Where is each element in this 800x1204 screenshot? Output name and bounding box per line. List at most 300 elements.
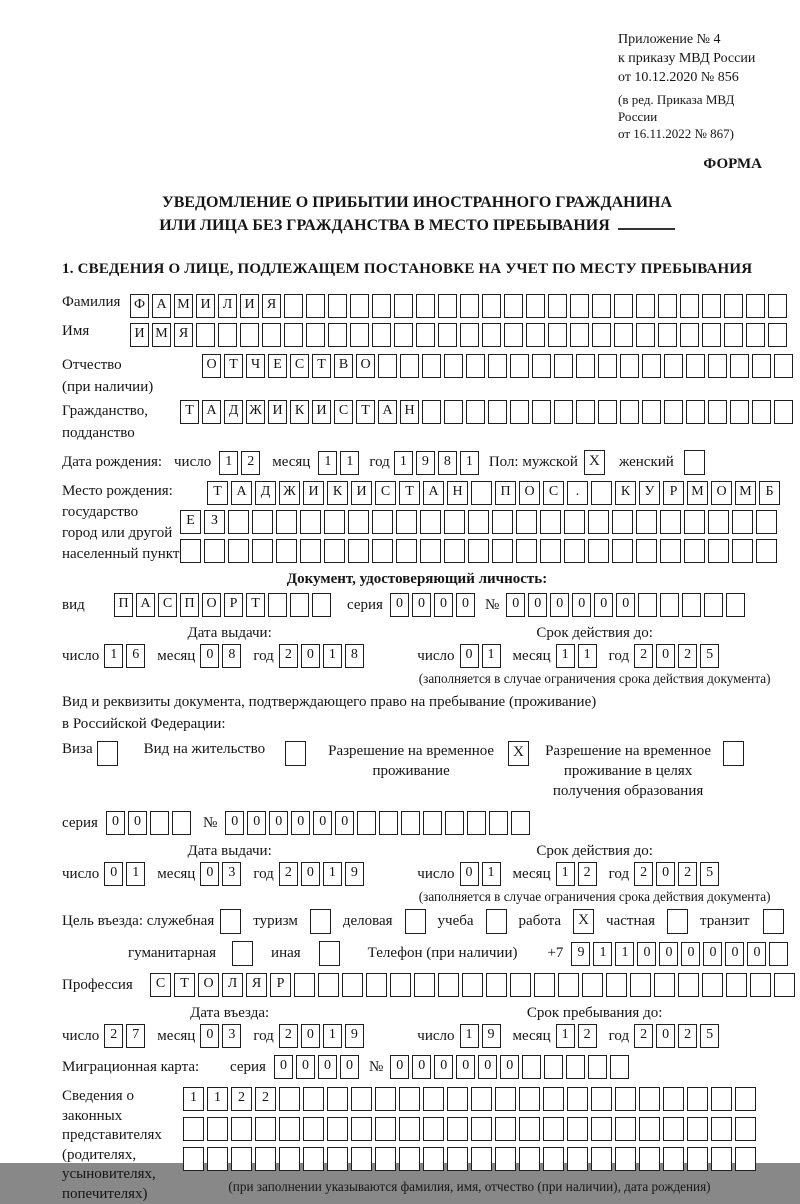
- char-cell[interactable]: [379, 811, 398, 835]
- residence-valid-month[interactable]: [556, 862, 597, 886]
- char-cell[interactable]: [735, 1147, 756, 1171]
- char-cell[interactable]: [350, 294, 369, 318]
- char-cell[interactable]: Ж: [246, 400, 265, 424]
- char-cell[interactable]: [447, 1117, 468, 1141]
- char-cell[interactable]: 1: [615, 942, 634, 966]
- char-cell[interactable]: [495, 1147, 516, 1171]
- residence-valid-year[interactable]: [634, 862, 719, 886]
- char-cell[interactable]: [372, 539, 393, 563]
- char-cell[interactable]: [639, 1087, 660, 1111]
- char-cell[interactable]: Т: [399, 481, 420, 505]
- char-cell[interactable]: 1: [104, 644, 123, 668]
- doc-valid-day[interactable]: [460, 644, 501, 668]
- entry-month[interactable]: [200, 1024, 241, 1048]
- char-cell[interactable]: 0: [725, 942, 744, 966]
- char-cell[interactable]: [768, 323, 787, 347]
- char-cell[interactable]: 8: [222, 644, 241, 668]
- char-cell[interactable]: 1: [318, 451, 337, 475]
- char-cell[interactable]: 0: [506, 593, 525, 617]
- char-cell[interactable]: [375, 1117, 396, 1141]
- char-cell[interactable]: [447, 1087, 468, 1111]
- char-cell[interactable]: П: [495, 481, 516, 505]
- char-cell[interactable]: 2: [678, 644, 697, 668]
- char-cell[interactable]: [401, 811, 420, 835]
- char-cell[interactable]: 0: [296, 1055, 315, 1079]
- char-cell[interactable]: 5: [700, 1024, 719, 1048]
- char-cell[interactable]: Т: [174, 973, 195, 997]
- char-cell[interactable]: [279, 1117, 300, 1141]
- char-cell[interactable]: [372, 294, 391, 318]
- guardians-row2-input[interactable]: [183, 1117, 756, 1141]
- char-cell[interactable]: [488, 400, 507, 424]
- char-cell[interactable]: [444, 400, 463, 424]
- char-cell[interactable]: [615, 1117, 636, 1141]
- char-cell[interactable]: 5: [700, 644, 719, 668]
- char-cell[interactable]: [612, 510, 633, 534]
- char-cell[interactable]: [366, 973, 387, 997]
- char-cell[interactable]: [416, 294, 435, 318]
- birthplace-row3-input[interactable]: [180, 539, 777, 563]
- char-cell[interactable]: И: [196, 294, 215, 318]
- char-cell[interactable]: [207, 1117, 228, 1141]
- char-cell[interactable]: О: [356, 354, 375, 378]
- char-cell[interactable]: [663, 1087, 684, 1111]
- char-cell[interactable]: 9: [416, 451, 435, 475]
- char-cell[interactable]: 0: [747, 942, 766, 966]
- char-cell[interactable]: [262, 323, 281, 347]
- guardians-row3-input[interactable]: [183, 1147, 756, 1171]
- purpose-transit-checkbox[interactable]: [763, 909, 784, 934]
- edu-permit-checkbox[interactable]: [723, 741, 744, 766]
- char-cell[interactable]: [663, 1147, 684, 1171]
- char-cell[interactable]: К: [327, 481, 348, 505]
- char-cell[interactable]: [444, 539, 465, 563]
- char-cell[interactable]: [543, 1117, 564, 1141]
- char-cell[interactable]: 0: [390, 593, 409, 617]
- char-cell[interactable]: М: [735, 481, 756, 505]
- char-cell[interactable]: 9: [345, 862, 364, 886]
- char-cell[interactable]: Д: [255, 481, 276, 505]
- char-cell[interactable]: [438, 294, 457, 318]
- char-cell[interactable]: [708, 400, 727, 424]
- char-cell[interactable]: [686, 354, 705, 378]
- char-cell[interactable]: [510, 973, 531, 997]
- char-cell[interactable]: [543, 1087, 564, 1111]
- char-cell[interactable]: Т: [356, 400, 375, 424]
- char-cell[interactable]: Т: [224, 354, 243, 378]
- char-cell[interactable]: [615, 1147, 636, 1171]
- char-cell[interactable]: [687, 1087, 708, 1111]
- char-cell[interactable]: [438, 323, 457, 347]
- char-cell[interactable]: [708, 539, 729, 563]
- mc-series-input[interactable]: [274, 1055, 359, 1079]
- char-cell[interactable]: [231, 1147, 252, 1171]
- char-cell[interactable]: [591, 481, 612, 505]
- char-cell[interactable]: 0: [528, 593, 547, 617]
- char-cell[interactable]: [519, 1087, 540, 1111]
- char-cell[interactable]: Н: [447, 481, 468, 505]
- char-cell[interactable]: Я: [174, 323, 193, 347]
- char-cell[interactable]: 1: [460, 451, 479, 475]
- char-cell[interactable]: 1: [207, 1087, 228, 1111]
- char-cell[interactable]: [462, 973, 483, 997]
- char-cell[interactable]: 1: [482, 862, 501, 886]
- char-cell[interactable]: [588, 510, 609, 534]
- char-cell[interactable]: [746, 294, 765, 318]
- char-cell[interactable]: И: [130, 323, 149, 347]
- char-cell[interactable]: 0: [478, 1055, 497, 1079]
- stay-year[interactable]: [634, 1024, 719, 1048]
- visa-checkbox[interactable]: [97, 741, 118, 766]
- char-cell[interactable]: [642, 354, 661, 378]
- char-cell[interactable]: 2: [678, 862, 697, 886]
- char-cell[interactable]: [423, 1117, 444, 1141]
- char-cell[interactable]: [467, 811, 486, 835]
- char-cell[interactable]: [255, 1117, 276, 1141]
- char-cell[interactable]: [414, 973, 435, 997]
- char-cell[interactable]: [375, 1087, 396, 1111]
- char-cell[interactable]: [350, 323, 369, 347]
- char-cell[interactable]: 0: [301, 1024, 320, 1048]
- char-cell[interactable]: [460, 323, 479, 347]
- doc-number-input[interactable]: [506, 593, 745, 617]
- char-cell[interactable]: [390, 973, 411, 997]
- char-cell[interactable]: [375, 1147, 396, 1171]
- char-cell[interactable]: [482, 294, 501, 318]
- char-cell[interactable]: [591, 1087, 612, 1111]
- char-cell[interactable]: [445, 811, 464, 835]
- char-cell[interactable]: [592, 323, 611, 347]
- char-cell[interactable]: [303, 1087, 324, 1111]
- char-cell[interactable]: [351, 1147, 372, 1171]
- doc-issue-year[interactable]: [279, 644, 364, 668]
- char-cell[interactable]: Е: [268, 354, 287, 378]
- char-cell[interactable]: [735, 1087, 756, 1111]
- char-cell[interactable]: [636, 539, 657, 563]
- char-cell[interactable]: 0: [500, 1055, 519, 1079]
- char-cell[interactable]: [639, 1147, 660, 1171]
- purpose-business-checkbox[interactable]: [405, 909, 426, 934]
- purpose-tourism-checkbox[interactable]: [310, 909, 331, 934]
- char-cell[interactable]: [769, 942, 788, 966]
- char-cell[interactable]: [284, 323, 303, 347]
- char-cell[interactable]: [468, 510, 489, 534]
- char-cell[interactable]: С: [150, 973, 171, 997]
- char-cell[interactable]: Е: [180, 510, 201, 534]
- doc-valid-year[interactable]: [634, 644, 719, 668]
- char-cell[interactable]: [252, 539, 273, 563]
- char-cell[interactable]: П: [114, 593, 133, 617]
- char-cell[interactable]: [576, 400, 595, 424]
- char-cell[interactable]: [606, 973, 627, 997]
- char-cell[interactable]: [752, 400, 771, 424]
- char-cell[interactable]: [488, 354, 507, 378]
- char-cell[interactable]: 2: [678, 1024, 697, 1048]
- char-cell[interactable]: Ф: [130, 294, 149, 318]
- name-input[interactable]: [130, 323, 787, 347]
- char-cell[interactable]: [218, 323, 237, 347]
- char-cell[interactable]: [420, 510, 441, 534]
- birthplace-row1-input[interactable]: [207, 481, 780, 505]
- char-cell[interactable]: С: [290, 354, 309, 378]
- char-cell[interactable]: [620, 354, 639, 378]
- char-cell[interactable]: [724, 323, 743, 347]
- char-cell[interactable]: [620, 400, 639, 424]
- char-cell[interactable]: 2: [279, 1024, 298, 1048]
- char-cell[interactable]: 2: [279, 644, 298, 668]
- char-cell[interactable]: [399, 1117, 420, 1141]
- char-cell[interactable]: К: [615, 481, 636, 505]
- char-cell[interactable]: [511, 811, 530, 835]
- char-cell[interactable]: [471, 1117, 492, 1141]
- char-cell[interactable]: [684, 539, 705, 563]
- char-cell[interactable]: [318, 973, 339, 997]
- char-cell[interactable]: [540, 510, 561, 534]
- char-cell[interactable]: Т: [180, 400, 199, 424]
- char-cell[interactable]: [466, 400, 485, 424]
- char-cell[interactable]: [460, 294, 479, 318]
- char-cell[interactable]: 0: [335, 811, 354, 835]
- char-cell[interactable]: [300, 539, 321, 563]
- char-cell[interactable]: 2: [255, 1087, 276, 1111]
- char-cell[interactable]: 1: [183, 1087, 204, 1111]
- char-cell[interactable]: [240, 323, 259, 347]
- char-cell[interactable]: [423, 1087, 444, 1111]
- char-cell[interactable]: О: [202, 354, 221, 378]
- char-cell[interactable]: [394, 323, 413, 347]
- char-cell[interactable]: [150, 811, 169, 835]
- char-cell[interactable]: 0: [656, 644, 675, 668]
- char-cell[interactable]: 1: [593, 942, 612, 966]
- entry-year[interactable]: [279, 1024, 364, 1048]
- char-cell[interactable]: [284, 294, 303, 318]
- char-cell[interactable]: 0: [200, 1024, 219, 1048]
- char-cell[interactable]: [564, 510, 585, 534]
- char-cell[interactable]: [328, 323, 347, 347]
- char-cell[interactable]: [306, 294, 325, 318]
- char-cell[interactable]: [300, 510, 321, 534]
- char-cell[interactable]: 0: [412, 593, 431, 617]
- char-cell[interactable]: О: [711, 481, 732, 505]
- char-cell[interactable]: Т: [207, 481, 228, 505]
- char-cell[interactable]: С: [543, 481, 564, 505]
- char-cell[interactable]: Б: [759, 481, 780, 505]
- char-cell[interactable]: С: [158, 593, 177, 617]
- char-cell[interactable]: [534, 973, 555, 997]
- char-cell[interactable]: [682, 593, 701, 617]
- char-cell[interactable]: [276, 510, 297, 534]
- sex-male-checkbox[interactable]: X: [584, 450, 605, 475]
- char-cell[interactable]: 0: [340, 1055, 359, 1079]
- char-cell[interactable]: О: [198, 973, 219, 997]
- char-cell[interactable]: И: [351, 481, 372, 505]
- char-cell[interactable]: [228, 539, 249, 563]
- char-cell[interactable]: [558, 973, 579, 997]
- char-cell[interactable]: [768, 294, 787, 318]
- char-cell[interactable]: [756, 539, 777, 563]
- purpose-humanitarian-checkbox[interactable]: [232, 941, 253, 966]
- char-cell[interactable]: [396, 539, 417, 563]
- char-cell[interactable]: [564, 539, 585, 563]
- char-cell[interactable]: [399, 1147, 420, 1171]
- char-cell[interactable]: 0: [301, 644, 320, 668]
- char-cell[interactable]: [750, 973, 771, 997]
- char-cell[interactable]: 0: [247, 811, 266, 835]
- residence-series-input[interactable]: [106, 811, 191, 835]
- char-cell[interactable]: [636, 294, 655, 318]
- char-cell[interactable]: 1: [556, 644, 575, 668]
- char-cell[interactable]: 9: [571, 942, 590, 966]
- char-cell[interactable]: [567, 1117, 588, 1141]
- char-cell[interactable]: [664, 354, 683, 378]
- char-cell[interactable]: 0: [616, 593, 635, 617]
- char-cell[interactable]: [687, 1147, 708, 1171]
- char-cell[interactable]: А: [202, 400, 221, 424]
- char-cell[interactable]: [756, 510, 777, 534]
- char-cell[interactable]: 0: [104, 862, 123, 886]
- residence-issue-year[interactable]: [279, 862, 364, 886]
- char-cell[interactable]: [422, 400, 441, 424]
- char-cell[interactable]: [372, 323, 391, 347]
- char-cell[interactable]: И: [268, 400, 287, 424]
- char-cell[interactable]: [444, 510, 465, 534]
- char-cell[interactable]: [774, 400, 793, 424]
- char-cell[interactable]: 0: [225, 811, 244, 835]
- char-cell[interactable]: [294, 973, 315, 997]
- char-cell[interactable]: [702, 323, 721, 347]
- char-cell[interactable]: [378, 354, 397, 378]
- birth-year-input[interactable]: [394, 451, 479, 475]
- char-cell[interactable]: [471, 1087, 492, 1111]
- char-cell[interactable]: [660, 510, 681, 534]
- char-cell[interactable]: [342, 973, 363, 997]
- char-cell[interactable]: [486, 973, 507, 997]
- char-cell[interactable]: И: [312, 400, 331, 424]
- char-cell[interactable]: 5: [700, 862, 719, 886]
- char-cell[interactable]: [468, 539, 489, 563]
- char-cell[interactable]: [172, 811, 191, 835]
- char-cell[interactable]: [726, 593, 745, 617]
- char-cell[interactable]: [312, 593, 331, 617]
- char-cell[interactable]: [614, 323, 633, 347]
- char-cell[interactable]: И: [303, 481, 324, 505]
- char-cell[interactable]: 0: [269, 811, 288, 835]
- purpose-official-checkbox[interactable]: [220, 909, 241, 934]
- char-cell[interactable]: 1: [323, 1024, 342, 1048]
- char-cell[interactable]: [522, 1055, 541, 1079]
- char-cell[interactable]: [306, 323, 325, 347]
- purpose-private-checkbox[interactable]: [667, 909, 688, 934]
- char-cell[interactable]: [636, 323, 655, 347]
- phone-input[interactable]: [571, 942, 788, 966]
- char-cell[interactable]: [495, 1087, 516, 1111]
- char-cell[interactable]: [324, 510, 345, 534]
- char-cell[interactable]: [576, 354, 595, 378]
- char-cell[interactable]: 2: [104, 1024, 123, 1048]
- char-cell[interactable]: 0: [274, 1055, 293, 1079]
- char-cell[interactable]: [466, 354, 485, 378]
- char-cell[interactable]: Р: [224, 593, 243, 617]
- char-cell[interactable]: Ч: [246, 354, 265, 378]
- char-cell[interactable]: [543, 1147, 564, 1171]
- char-cell[interactable]: А: [423, 481, 444, 505]
- char-cell[interactable]: [268, 593, 287, 617]
- char-cell[interactable]: [591, 1117, 612, 1141]
- char-cell[interactable]: [180, 539, 201, 563]
- char-cell[interactable]: Я: [262, 294, 281, 318]
- char-cell[interactable]: [642, 400, 661, 424]
- char-cell[interactable]: 1: [394, 451, 413, 475]
- char-cell[interactable]: [567, 1087, 588, 1111]
- residence-permit-checkbox[interactable]: [285, 741, 306, 766]
- char-cell[interactable]: [592, 294, 611, 318]
- char-cell[interactable]: [504, 323, 523, 347]
- char-cell[interactable]: 6: [126, 644, 145, 668]
- residence-number-input[interactable]: [225, 811, 530, 835]
- char-cell[interactable]: [207, 1147, 228, 1171]
- char-cell[interactable]: 7: [126, 1024, 145, 1048]
- char-cell[interactable]: [544, 1055, 563, 1079]
- char-cell[interactable]: [438, 973, 459, 997]
- char-cell[interactable]: 9: [345, 1024, 364, 1048]
- char-cell[interactable]: [532, 354, 551, 378]
- char-cell[interactable]: М: [174, 294, 193, 318]
- purpose-work-checkbox[interactable]: X: [573, 909, 594, 934]
- char-cell[interactable]: 1: [460, 1024, 479, 1048]
- char-cell[interactable]: [774, 354, 793, 378]
- char-cell[interactable]: [516, 539, 537, 563]
- char-cell[interactable]: 0: [200, 862, 219, 886]
- char-cell[interactable]: [423, 811, 442, 835]
- char-cell[interactable]: [396, 510, 417, 534]
- char-cell[interactable]: [746, 323, 765, 347]
- char-cell[interactable]: 1: [556, 862, 575, 886]
- char-cell[interactable]: [348, 510, 369, 534]
- char-cell[interactable]: [639, 1117, 660, 1141]
- char-cell[interactable]: [636, 510, 657, 534]
- char-cell[interactable]: [204, 539, 225, 563]
- char-cell[interactable]: [704, 593, 723, 617]
- char-cell[interactable]: [400, 354, 419, 378]
- char-cell[interactable]: [687, 1117, 708, 1141]
- char-cell[interactable]: [752, 354, 771, 378]
- char-cell[interactable]: [327, 1147, 348, 1171]
- char-cell[interactable]: [328, 294, 347, 318]
- profession-input[interactable]: [150, 973, 795, 997]
- char-cell[interactable]: 0: [434, 1055, 453, 1079]
- char-cell[interactable]: [658, 323, 677, 347]
- stay-day[interactable]: [460, 1024, 501, 1048]
- doc-valid-month[interactable]: [556, 644, 597, 668]
- char-cell[interactable]: [708, 354, 727, 378]
- char-cell[interactable]: [540, 539, 561, 563]
- char-cell[interactable]: [660, 593, 679, 617]
- residence-valid-day[interactable]: [460, 862, 501, 886]
- char-cell[interactable]: 1: [323, 644, 342, 668]
- char-cell[interactable]: М: [687, 481, 708, 505]
- char-cell[interactable]: [680, 294, 699, 318]
- char-cell[interactable]: [554, 354, 573, 378]
- entry-day[interactable]: [104, 1024, 145, 1048]
- char-cell[interactable]: 1: [578, 644, 597, 668]
- char-cell[interactable]: Д: [224, 400, 243, 424]
- sex-female-checkbox[interactable]: [684, 450, 705, 475]
- char-cell[interactable]: [708, 510, 729, 534]
- char-cell[interactable]: [252, 510, 273, 534]
- char-cell[interactable]: М: [152, 323, 171, 347]
- char-cell[interactable]: [638, 593, 657, 617]
- char-cell[interactable]: 2: [279, 862, 298, 886]
